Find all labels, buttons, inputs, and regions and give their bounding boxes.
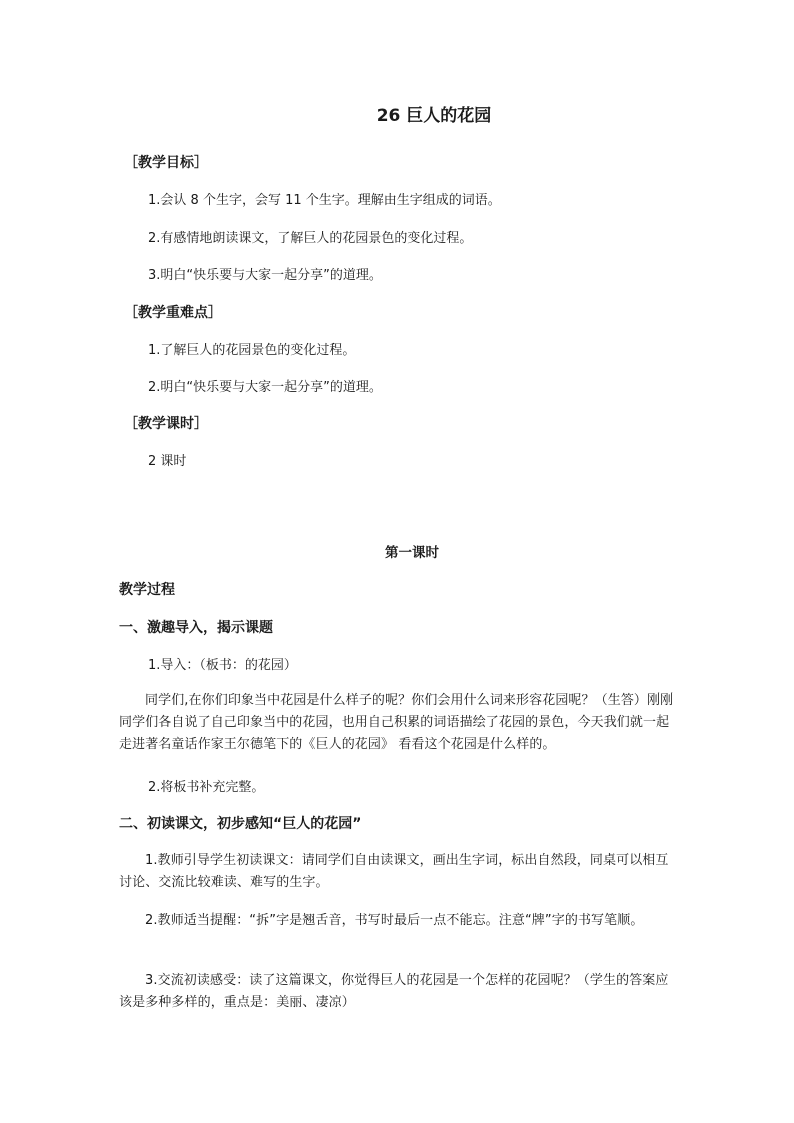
hours-value: 2 课时 (148, 454, 187, 469)
part1-paragraph: 同学们,在你们印象当中花园是什么样子的呢？你们会用什么词来形容花园呢？（生答）刚刚同学们各自说了自己印象当中的花园，也用自己积累的词语描绘了花园的景色，今天我们就一起走进著名童话作家王尔德笔下的《巨人的花园》 看看这个花园是什么样的。 (119, 693, 674, 752)
goal-item: 1.会认 8 个生字，会写 11 个生字。理解由生字组成的词语。 (148, 193, 501, 208)
key-point-item: 1.了解巨人的花园景色的变化过程。 (148, 343, 356, 358)
goal-item: 2.有感情地朗读课文，了解巨人的花园景色的变化过程。 (148, 231, 473, 246)
process-heading: 教学过程 (119, 582, 175, 598)
hours-heading: ［教学课时］ (124, 416, 208, 432)
part1-step2: 2.将板书补充完整。 (148, 780, 265, 795)
part2-step1: 1.教师引导学生初读课文：请同学们自由读课文，画出生字词，标出自然段，同桌可以相互讨论、交流比较难读、难写的生字。 (119, 853, 669, 890)
goals-heading: ［教学目标］ (124, 155, 208, 171)
key-points-heading: ［教学重难点］ (124, 305, 222, 321)
part2-step2: 2.教师适当提醒：“拆”字是翘舌音，书写时最后一点不能忘。注意“牌”字的书写笔顺。 (145, 913, 644, 928)
page-title: 26 巨人的花园 (376, 106, 492, 126)
lesson-heading: 第一课时 (385, 545, 439, 561)
part2-heading: 二、初读课文，初步感知“巨人的花园” (119, 816, 362, 832)
goal-item: 3.明白“快乐要与大家一起分享”的道理。 (148, 268, 382, 283)
part1-heading: 一、激趣导入，揭示课题 (119, 620, 273, 636)
key-point-item: 2.明白“快乐要与大家一起分享”的道理。 (148, 380, 382, 395)
part2-step3: 3.交流初读感受：读了这篇课文，你觉得巨人的花园是一个怎样的花园呢？（学生的答案应该是多种多样的，重点是：美丽、凄凉） (119, 973, 669, 1010)
part1-step1: 1.导入：（板书：的花园） (148, 658, 297, 673)
